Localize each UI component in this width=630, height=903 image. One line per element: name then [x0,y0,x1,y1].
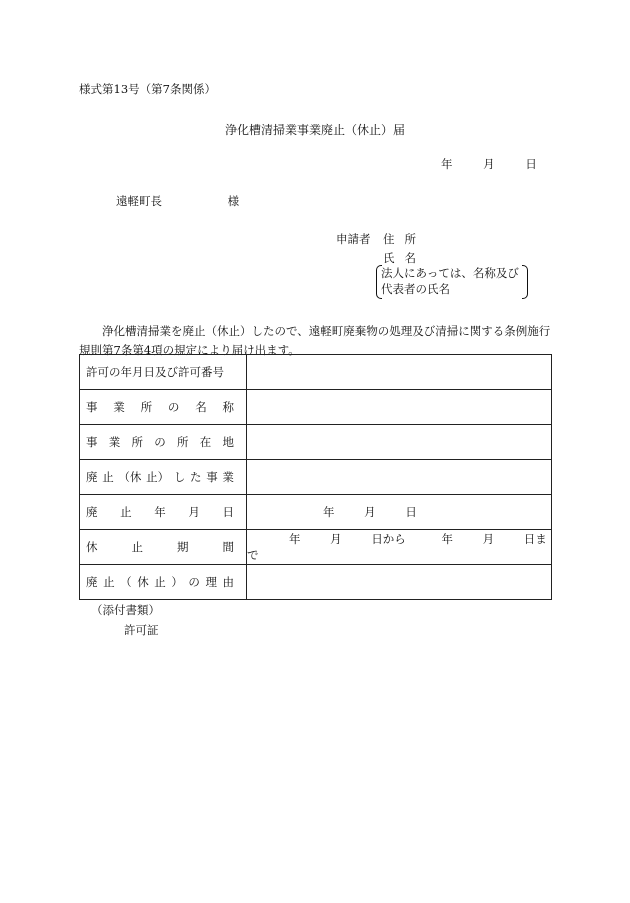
table-row [80,425,552,460]
label-char: 月 [188,505,200,519]
date-year: 年 [441,157,453,171]
table-row [80,390,552,425]
label-char: 間 [222,540,234,554]
addressee [116,193,239,209]
label-char: 業 [108,435,121,449]
label-char: 所 [177,435,189,449]
label-char: 理 [205,575,217,589]
date-day: 日 [525,157,537,171]
address-label: 住所 [383,232,426,246]
label-char: 廃 [86,470,98,484]
spaced-label [86,399,234,415]
abolish-day: 日 [405,505,417,519]
row-label-office-location [80,425,247,460]
reason-field[interactable] [247,565,552,600]
notification-table [79,354,552,600]
table-row [80,565,552,600]
label-char: 休 [86,540,98,554]
permit-value-field[interactable] [247,355,552,390]
label-char: 業 [113,400,125,414]
spaced-label [86,434,234,450]
corporation-note-line1: 法人にあっては、名称及び [381,266,519,280]
label-char: 事 [86,400,98,414]
corporation-note [378,265,524,299]
label-char: 業 [222,470,234,484]
label-char: 止） [146,470,170,484]
body-line-2: 規則第7条第4項の規定により届け出ます。 [79,343,300,357]
label-char: 日 [222,505,234,519]
label-char: の [167,400,180,414]
abolish-month: 月 [364,505,376,519]
table-row [80,530,552,565]
body-line-1: 浄化槽清掃業を廃止（休止）したので、遠軽町廃棄物の処理及び清掃に関する条例施行 [102,324,551,338]
right-bracket [522,265,528,299]
label-char: ） [171,575,183,589]
label-char: 止 [120,505,132,519]
label-char: の [188,575,200,589]
from-month: 月 [330,532,342,546]
form-number: 様式第13号（第7条関係） [79,82,216,96]
left-bracket [376,265,382,299]
to-day: 日まで [247,532,547,562]
label-char: 事 [206,470,218,484]
row-label-reason [80,565,247,600]
applicant-label: 申請者 [336,232,371,246]
document-title: 浄化槽清掃業事業廃止（休止）届 [224,123,405,137]
abolish-date-field[interactable] [247,495,552,530]
label-char: 止 [131,540,143,554]
table-row [80,460,552,495]
label-char: 年 [154,505,166,519]
label-char: 廃 [86,505,98,519]
label-char: （ [120,575,132,589]
suspend-period-field[interactable] [247,530,552,565]
label-char: 廃 [86,575,98,589]
abolish-year: 年 [323,505,335,519]
row-label-office-name [80,390,247,425]
row-label-business [80,460,247,495]
attachments-heading: （添付書類） [91,603,160,617]
label-char: し [173,470,186,484]
row-label-abolish-date [80,495,247,530]
to-year: 年 [441,532,453,546]
attachment-item: 許可証 [124,623,159,637]
label-char: た [190,470,202,484]
label-char: 止 [154,575,166,589]
name-label: 氏名 [383,251,426,265]
submission-date [441,156,537,172]
spaced-label [86,469,234,485]
office-location-field[interactable] [247,425,552,460]
office-name-field[interactable] [247,390,552,425]
date-month: 月 [483,157,495,171]
label-char: 休 [137,575,149,589]
label-char: の [154,435,166,449]
label-char: 事 [86,435,98,449]
label-char: 由 [222,575,234,589]
business-field[interactable] [247,460,552,495]
label-char: 名 [195,400,207,414]
addressee-honorific: 様 [227,194,240,208]
to-month: 月 [482,532,495,546]
label-char: 止 [103,575,115,589]
row-label-suspend-period [80,530,247,565]
spaced-label [86,539,234,555]
label-char: （休 [118,470,142,484]
row-label-permit: 許可の年月日及び許可番号 [80,355,247,390]
from-day: 日から [371,532,406,546]
label-char: 在 [199,435,212,449]
spaced-label [86,574,234,590]
addressee-name: 遠軽町長 [116,194,162,208]
table-row [80,495,552,530]
from-year: 年 [289,532,301,546]
table-row [80,355,552,390]
label-char: 所 [131,435,143,449]
label-char: 期 [177,540,189,554]
label-char: 称 [222,400,234,414]
label-char: 止 [102,470,114,484]
corporation-note-line2: 代表者の氏名 [381,282,450,296]
spaced-label [86,504,234,520]
label-char: 地 [222,435,234,449]
label-char: 所 [140,400,153,414]
